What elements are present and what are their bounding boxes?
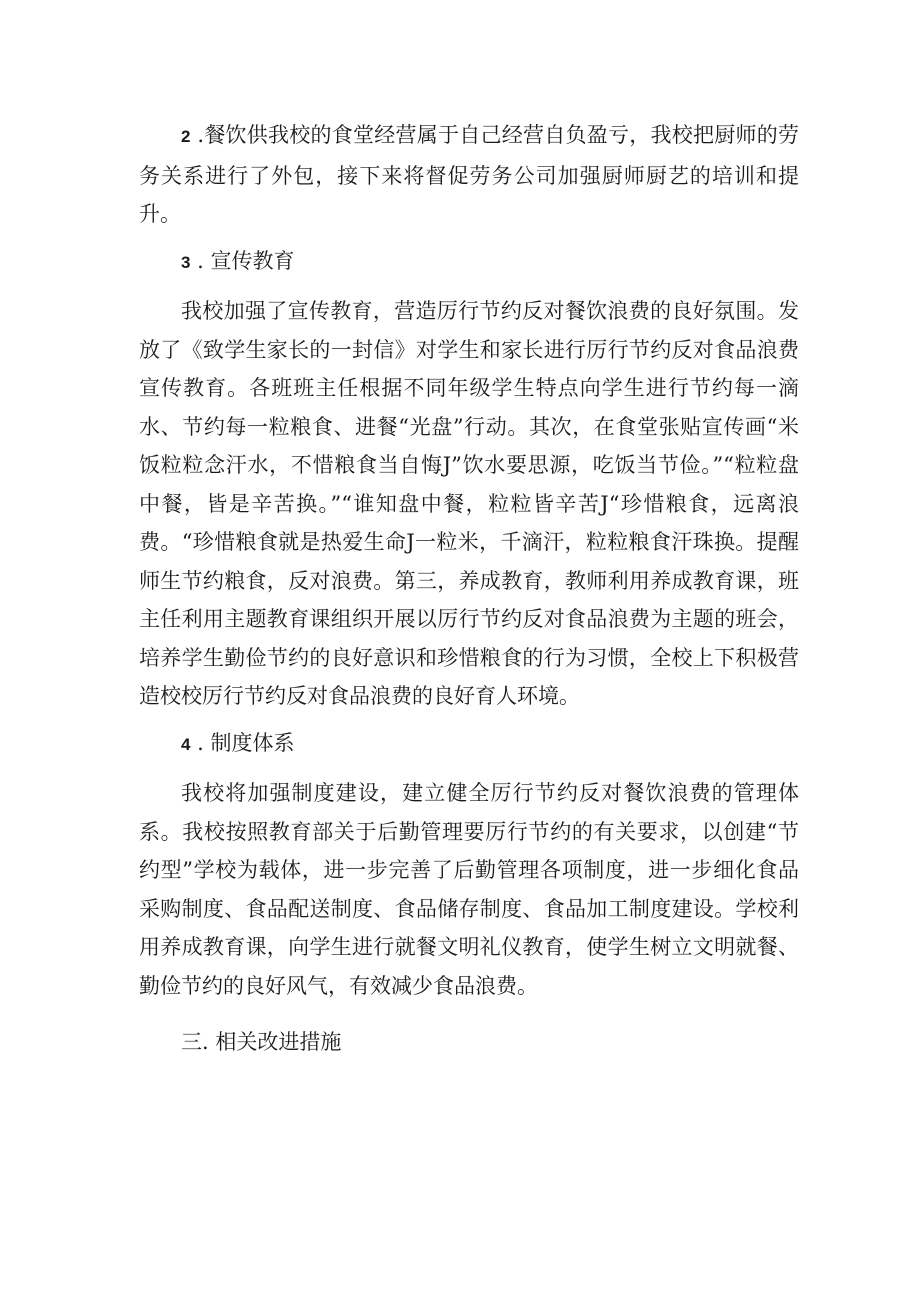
section-heading-improvements: 三. 相关改进措施 bbox=[181, 1030, 342, 1054]
heading-text: . 制度体系 bbox=[190, 730, 295, 755]
paragraph-text: .餐饮供我校的食堂经营属于自己经营自负盈亏，我校把厨师的劳务关系进行了外包，接下来将督促劳务公司加强厨师厨艺的培训和提升。 bbox=[139, 123, 799, 226]
section-heading-publicity bbox=[139, 242, 799, 283]
document-page bbox=[139, 116, 799, 1062]
item-number: 2 bbox=[181, 127, 191, 146]
item-number: 3 bbox=[181, 252, 191, 272]
item-number: 4 bbox=[181, 734, 191, 754]
paragraph-publicity: 我校加强了宣传教育，营造厉行节约反对餐饮浪费的良好氛围。发放了《致学生家长的一封信》对学生和家长进行厉行节约反对食品浪费宣传教育。各班班主任根据不同年级学生特点向学生进行节约每一滴水、节约每一粒粮食、进餐“光盘”行动。其次，在食堂张贴宣传画“米饭粒粒念汗水，不惜粮食当自悔J”饮水要思源，吃饭当节俭。”“粒粒盘中餐，皆是辛苦换。”“谁知盘中餐，粒粒皆辛苦J“珍惜粮食，远离浪费。“珍惜粮食就是热爱生命J一粒米，千滴汗，粒粒粮食汗珠换。提醒师生节约粮食，反对浪费。第三，养成教育，教师利用养成教育课，班主任利用主题教育课组织开展以厉行节约反对食品浪费为主题的班会，培养学生勤俭节约的良好意识和珍惜粮食的行为习惯，全校上下积极营造校校厉行节约反对食品浪费的良好育人环境。 bbox=[139, 299, 799, 708]
heading-text: . 宣传教育 bbox=[190, 248, 295, 273]
paragraph-system: 我校将加强制度建设，建立健全厉行节约反对餐饮浪费的管理体系。我校按照教育部关于后勤管理要厉行节约的有关要求，以创建“节约型”学校为载体，进一步完善了后勤管理各项制度，进一步细化食品采购制度、食品配送制度、食品储存制度、食品加工制度建设。学校利用养成教育课，向学生进行就餐文明礼仪教育，使学生树立文明就餐、勤俭节约的良好风气，有效减少食品浪费。 bbox=[139, 781, 799, 998]
paragraph-catering bbox=[139, 116, 799, 234]
section-heading-system bbox=[139, 724, 799, 765]
